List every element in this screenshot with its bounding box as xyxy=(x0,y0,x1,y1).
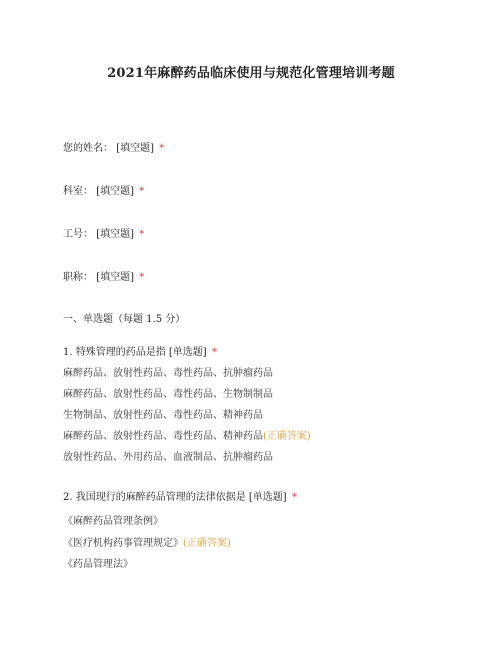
q2-option-1 xyxy=(63,516,163,528)
option-text: 《药品管理法》 xyxy=(63,559,133,570)
field-label: 科室： xyxy=(63,186,93,197)
field-employee-id xyxy=(63,229,144,241)
question-text: 1. 特殊管理的药品是指 [单选题] xyxy=(63,347,207,358)
field-label: 工号： xyxy=(63,229,93,240)
section-heading: 一、单选题（每题 1.5 分） xyxy=(63,314,186,325)
option-text: 放射性药品、外用药品、血液制品、抗肿瘤药品 xyxy=(63,452,273,463)
field-type: [填空题] xyxy=(116,143,154,154)
option-text: 《麻醉药品管理条例》 xyxy=(63,516,163,527)
q1-option-1 xyxy=(63,368,273,380)
required-mark: * xyxy=(211,347,217,358)
option-text: 《医疗机构药事管理规定》 xyxy=(63,538,183,549)
option-text: 麻醉药品、放射性药品、毒性药品、精神药品 xyxy=(63,431,263,442)
q1-option-5 xyxy=(63,452,273,464)
field-name xyxy=(63,143,164,155)
field-department xyxy=(63,186,144,198)
option-text: 麻醉药品、放射性药品、毒性药品、生物制制品 xyxy=(63,389,273,400)
field-type: [填空题] xyxy=(96,229,134,240)
field-label: 您的姓名： xyxy=(63,143,113,154)
correct-answer-mark: (正确答案) xyxy=(183,538,231,549)
document-title: 2021年麻醉药品临床使用与规范化管理培训考题 xyxy=(107,66,395,81)
required-mark: * xyxy=(159,143,165,154)
required-mark: * xyxy=(291,492,297,503)
question-2 xyxy=(63,492,297,504)
required-mark: * xyxy=(139,229,145,240)
q2-option-3 xyxy=(63,559,133,571)
required-mark: * xyxy=(139,272,145,283)
question-text: 2. 我国现行的麻醉药品管理的法律依据是 [单选题] xyxy=(63,492,287,503)
question-1 xyxy=(63,347,217,359)
q1-option-3 xyxy=(63,410,263,422)
required-mark: * xyxy=(139,186,145,197)
q1-option-4 xyxy=(63,431,311,443)
option-text: 生物制品、放射性药品、毒性药品、精神药品 xyxy=(63,410,263,421)
field-title xyxy=(63,272,144,284)
field-label: 职称： xyxy=(63,272,93,283)
q2-option-2 xyxy=(63,538,231,550)
q1-option-2 xyxy=(63,389,273,401)
field-type: [填空题] xyxy=(96,186,134,197)
option-text: 麻醉药品、放射性药品、毒性药品、抗肿瘤药品 xyxy=(63,368,273,379)
correct-answer-mark: (正确答案) xyxy=(263,431,311,442)
field-type: [填空题] xyxy=(96,272,134,283)
